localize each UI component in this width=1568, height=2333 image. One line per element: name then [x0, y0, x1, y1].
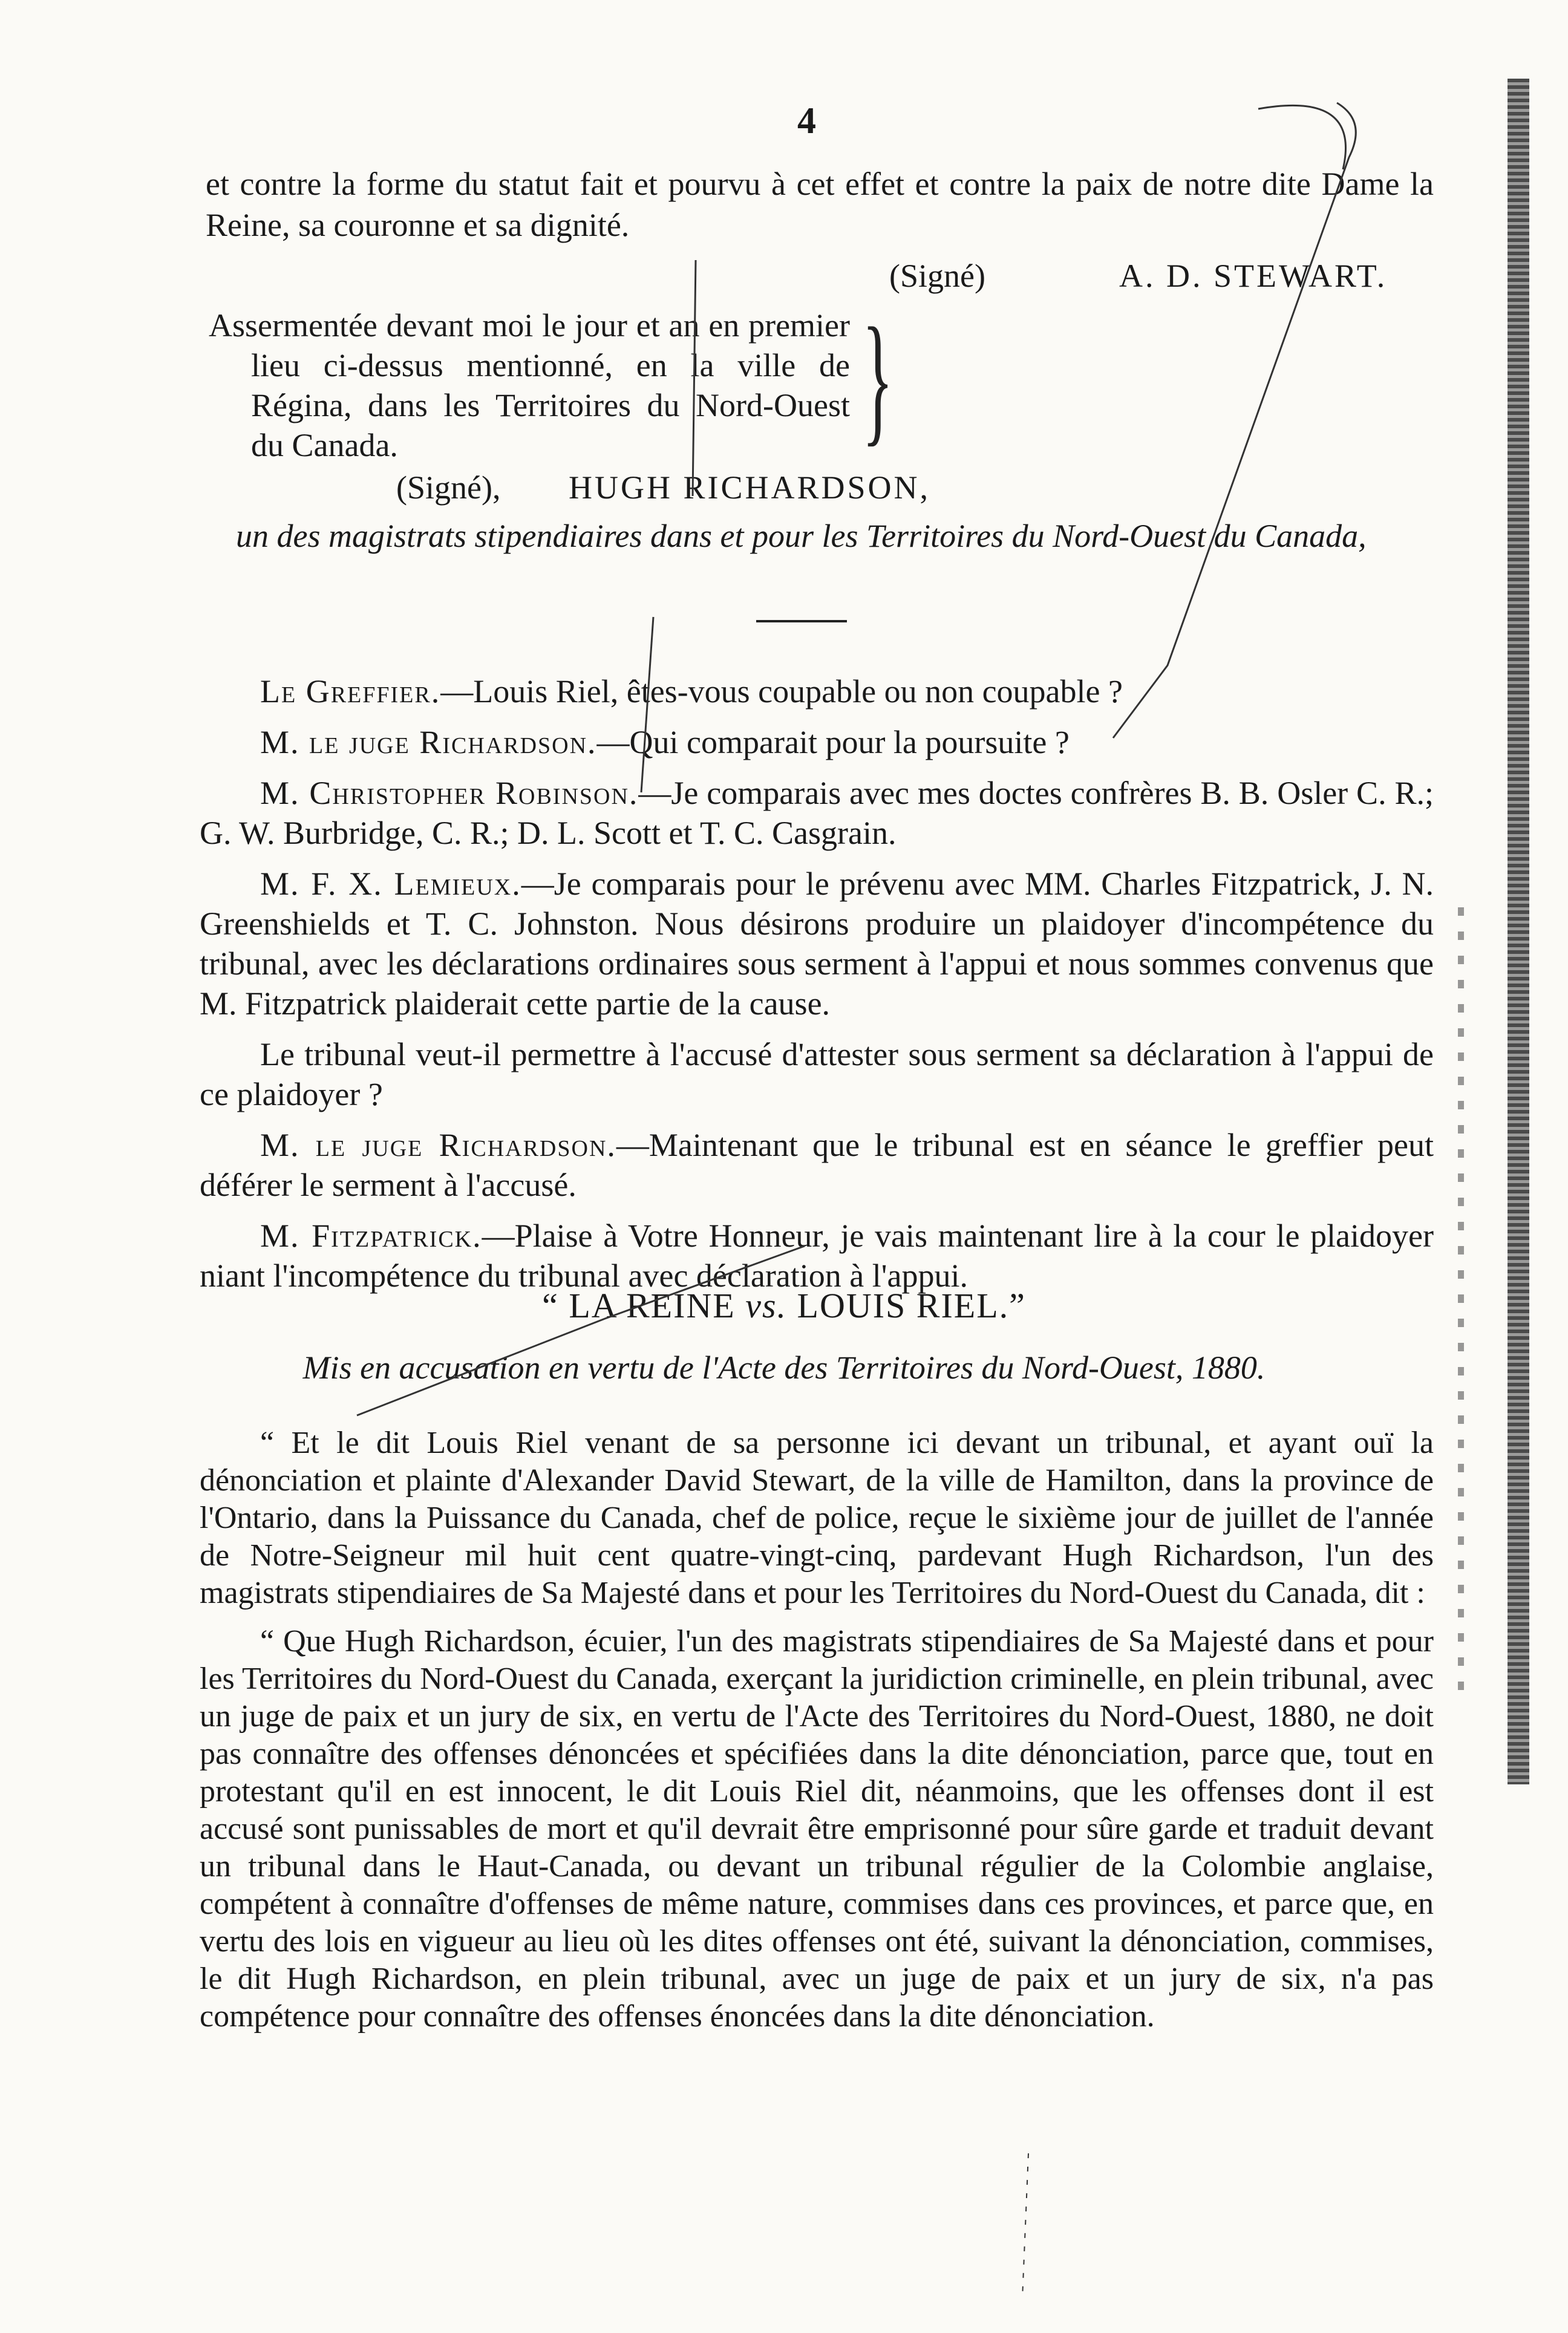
curly-brace: } — [862, 298, 893, 458]
dialogue-text: —Plaise à Votre Honneur, je vais maintenant lire à la cour le plaidoyer niant l'incompétence du tribunal avec déclaration à l'appui. — [200, 1218, 1434, 1294]
speaker-name: M. le juge Richardson. — [260, 724, 597, 760]
complainant-name: A. D. STEWART. — [1119, 258, 1388, 294]
magistrate-title: un des magistrats stipendiaires dans et pour les Territoires du Nord-Ouest du Canada, — [236, 518, 1367, 554]
plea-paragraph: “ Que Hugh Richardson, écuier, l'un des magistrats stipendiaires de Sa Majesté dans et pour les Territoires du Nord-Ouest du Canada, exerçant la juridiction criminelle, en plein tribunal, avec un juge de paix et un jury de six, en vertu de l'Acte des Territoires du Nord-Ouest, 1880, ne doit pas connaître des offenses dénoncées et spécifiées dans la dite dénonciation, parce que, tout en protestant qu'il en est innocent, le dit Louis Riel dit, néanmoins, que les offenses dont il est accusé sont punissables de mort et qu'il devrait être emprisonné pour sûre garde et traduit devant un tribunal dans le Haut-Canada, ou devant un tribunal régulier de la Colombie anglaise, compétent à connaître d'offenses de même nature, commises dans ces provinces, et parce que, en vertu des lois en vigueur au lieu où les dites offenses ont été, suivant la dénonciation, commises, le dit Hugh Richardson, en plein tribunal, avec un juge de paix et un jury de six, n'a pas compétence pour connaître des offenses énoncées dans la dite dénonciation. — [200, 1624, 1434, 2034]
scan-edge-strip — [1508, 79, 1529, 1784]
dialogue-entry — [200, 1125, 1434, 1205]
dialogue-text: —Qui comparait pour la poursuite ? — [596, 724, 1070, 760]
speaker-name: M. F. X. Lemieux. — [260, 866, 521, 902]
case-title-start: “ LA REINE — [542, 1286, 746, 1325]
sworn-line: du Canada. — [251, 427, 398, 463]
speaker-name: Le Greffier. — [260, 673, 441, 710]
dialogue-entry — [200, 722, 1434, 762]
speaker-name: M. le juge Richardson. — [260, 1127, 616, 1163]
dialogue-entry — [200, 773, 1434, 853]
signed-label: (Signé), — [396, 469, 501, 506]
plea-text — [200, 1424, 1434, 2046]
dialogue-entry — [200, 1216, 1434, 1296]
dialogue-entry — [200, 1034, 1434, 1114]
dialogue-entry — [200, 864, 1434, 1023]
sworn-line: Assermentée devant moi le jour et an en premier — [209, 307, 850, 344]
dialogue-text: —Je comparais pour le prévenu avec MM. Charles Fitzpatrick, J. N. Greenshields et T. C. Johnston. Nous désirons produire un plaidoyer d'incompétence du tribunal, avec les déclarations ordinaires sous serment à l'appui et nous sommes convenus que M. Fitzpatrick plaiderait cette partie de la cause. — [200, 866, 1434, 1022]
plea-paragraph: “ Et le dit Louis Riel venant de sa personne ici devant un tribunal, et ayant ouï la dénonciation et plainte d'Alexander David Stewart, de la ville de Hamilton, dans la province de l'Ontario, dans la Puissance du Canada, chef de police, reçue le sixième jour de juillet de l'année de Notre-Seigneur mil huit cent quatre-vingt-cinq, pardevant Hugh Richardson, l'un des magistrats stipendiaires de Sa Majesté dans et pour les Territoires du Nord-Ouest du Canada, dit : — [200, 1426, 1434, 1610]
page-number: 4 — [797, 100, 816, 142]
signed-label: (Signé) — [889, 258, 985, 294]
case-title-end: LOUIS RIEL.” — [787, 1286, 1026, 1325]
sworn-line: lieu ci-dessus mentionné, en la ville de — [251, 347, 850, 383]
case-title-vs: vs. — [745, 1286, 788, 1325]
scan-edge-marks — [1458, 907, 1464, 1694]
court-dialogue — [200, 671, 1434, 1307]
magistrate-name: HUGH RICHARDSON, — [569, 469, 931, 506]
sworn-statement — [209, 305, 850, 465]
complainant-signature — [889, 257, 1387, 295]
dialogue-entry — [200, 671, 1434, 711]
case-title — [0, 1285, 1568, 1326]
dialogue-text: —Je comparais avec mes doctes confrères B. B. Osler C. R.; G. W. Burbridge, C. R.; D. L. Scott et T. C. Casgrain. — [200, 775, 1434, 851]
case-subtitle: Mis en accusation en vertu de l'Acte des Territoires du Nord-Ouest, 1880. — [302, 1349, 1266, 1386]
intro-paragraph: et contre la forme du statut fait et pourvu à cet effet et contre la paix de notre dite Dame la Reine, sa couronne et sa dignité. — [206, 166, 1434, 243]
speaker-name: M. Fitzpatrick. — [260, 1218, 482, 1254]
speaker-name: M. Christopher Robinson. — [260, 775, 639, 811]
dialogue-text: Le tribunal veut-il permettre à l'accusé d'attester sous serment sa déclaration à l'appui de ce plaidoyer ? — [200, 1036, 1434, 1112]
sworn-line: Régina, dans les Territoires du Nord-Ouest — [251, 387, 850, 423]
dialogue-text: —Maintenant que le tribunal est en séance le greffier peut déférer le serment à l'accusé. — [200, 1127, 1434, 1203]
section-divider — [756, 620, 847, 622]
magistrate-signature — [396, 469, 930, 506]
dialogue-text: —Louis Riel, êtes-vous coupable ou non coupable ? — [440, 673, 1123, 710]
